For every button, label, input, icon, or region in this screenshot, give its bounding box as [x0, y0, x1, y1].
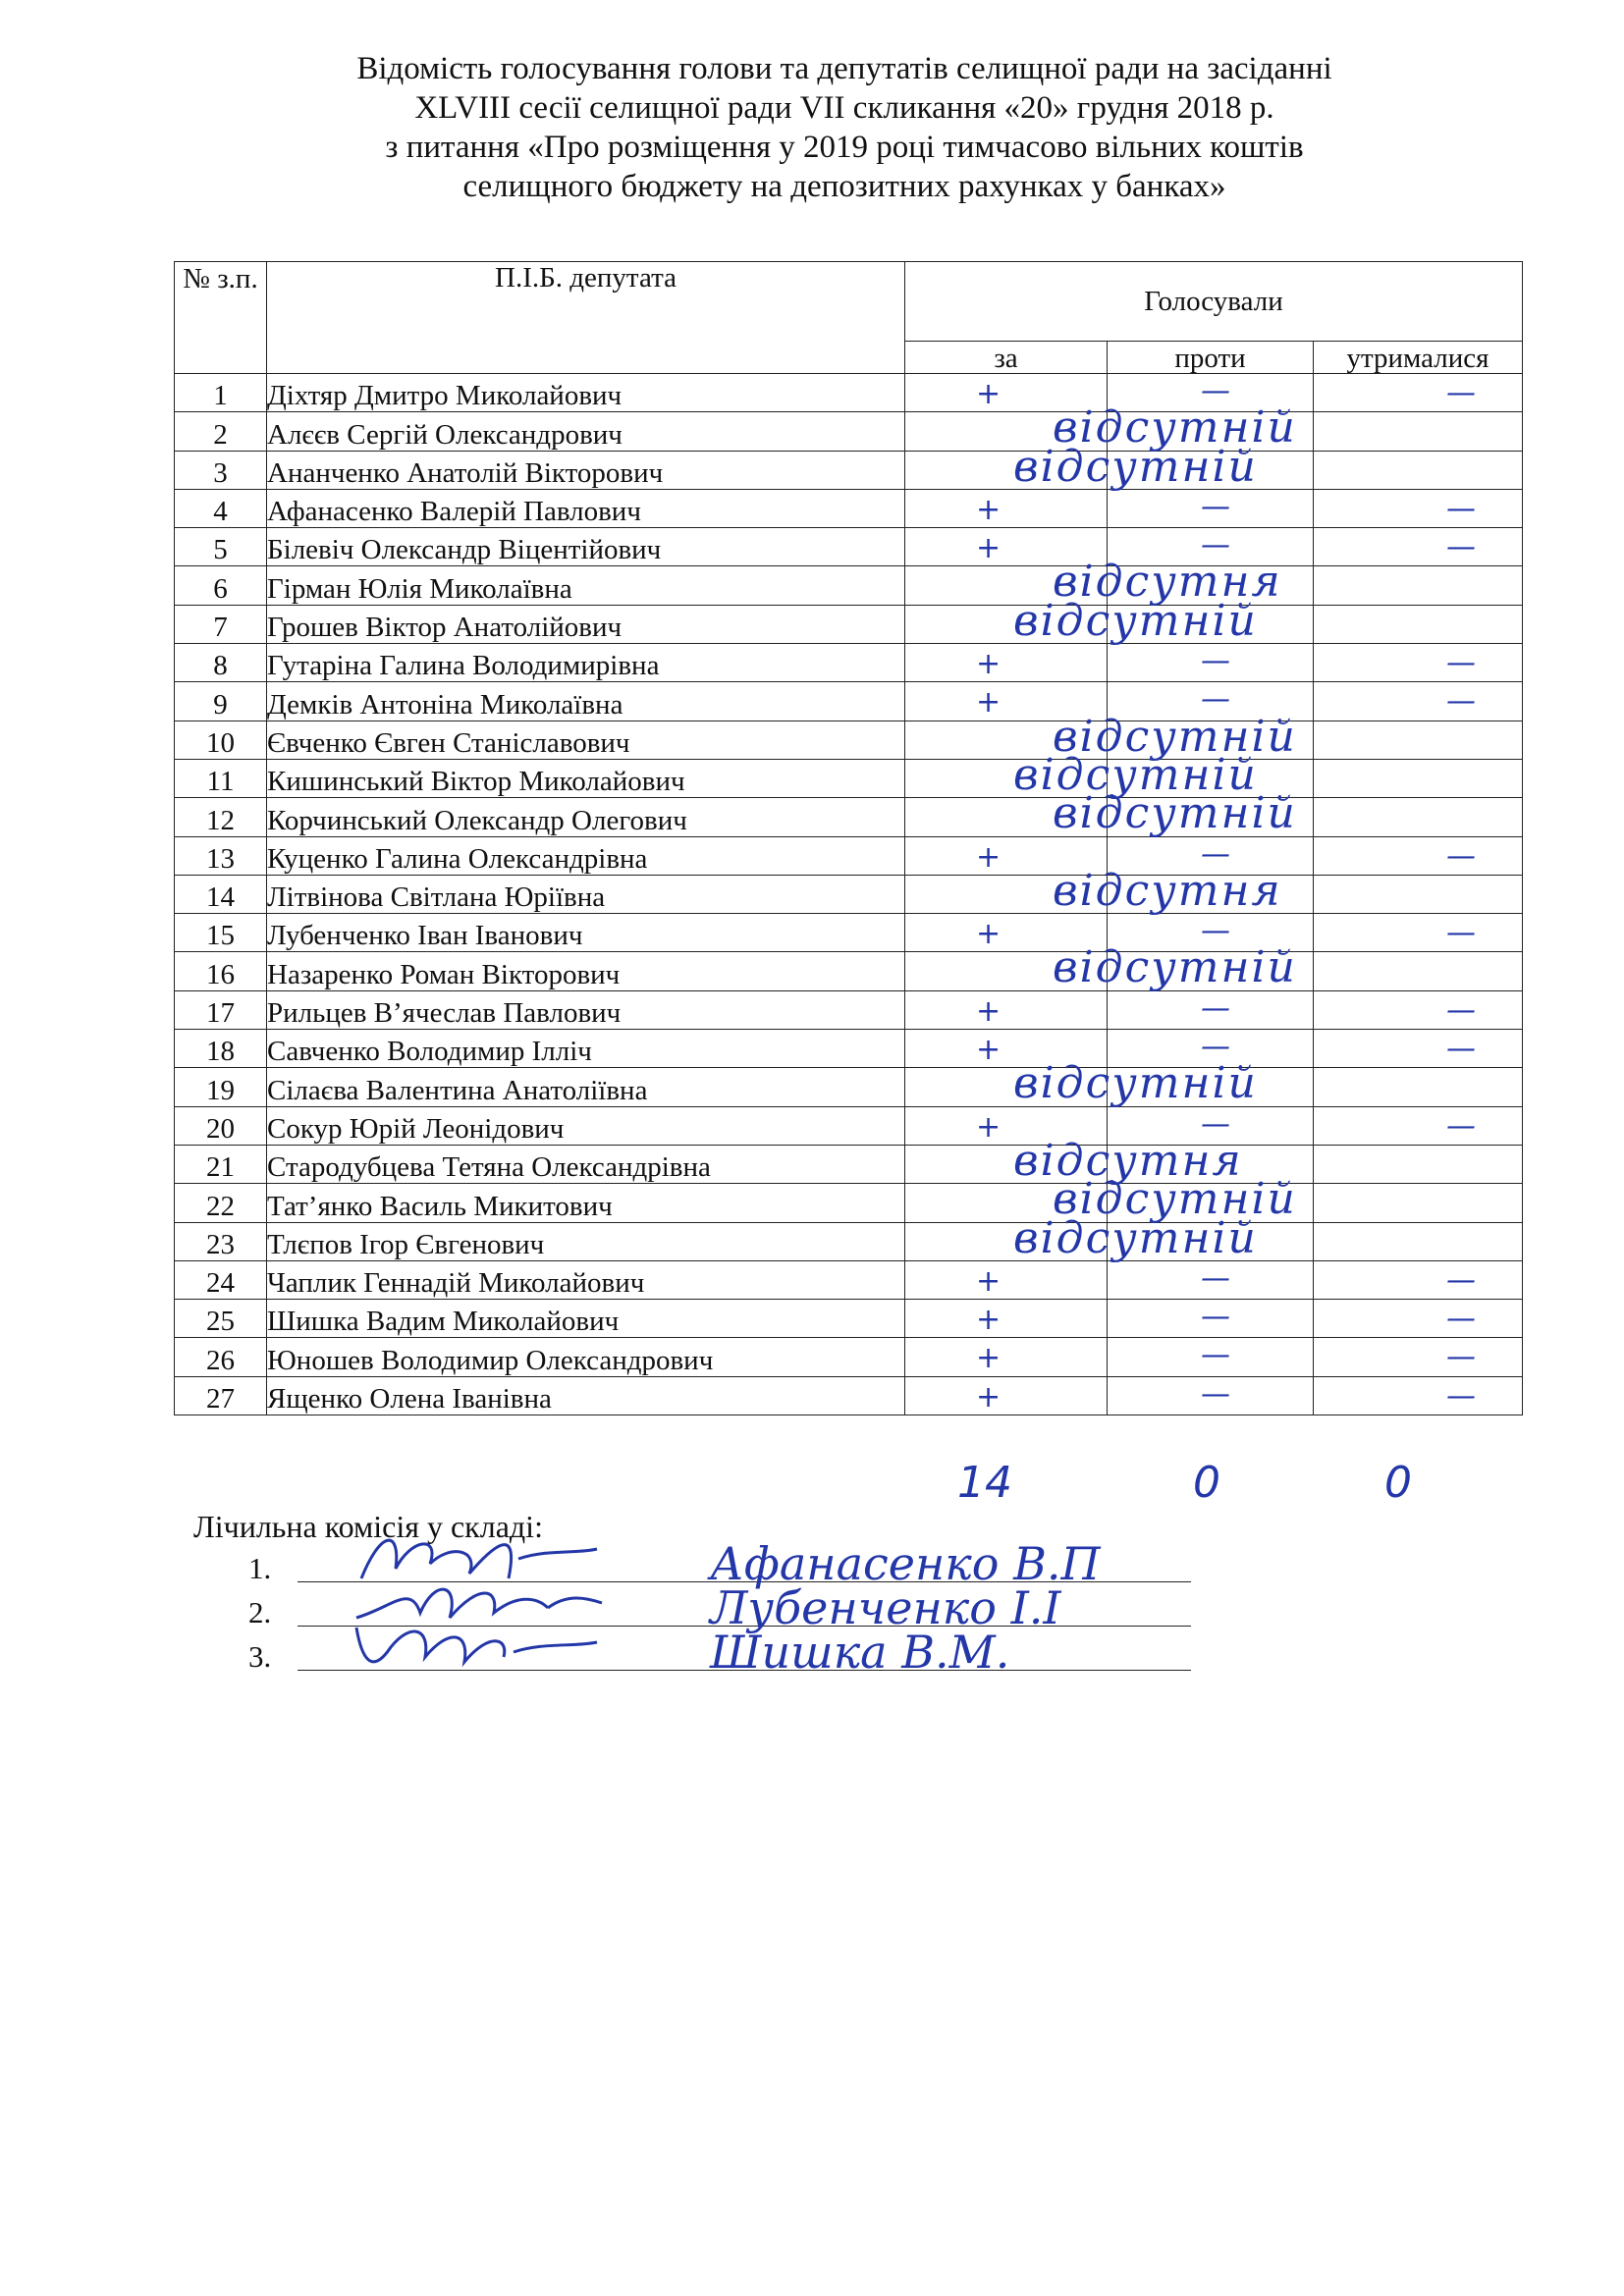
row-number: 22 [175, 1184, 267, 1222]
row-number: 7 [175, 605, 267, 643]
vote-abstained-cell [1314, 1184, 1523, 1222]
row-number: 19 [175, 1068, 267, 1106]
total-abstained: 0 [1384, 1458, 1412, 1508]
vote-abstained-mark: — [1446, 376, 1476, 410]
row-number: 17 [175, 990, 267, 1029]
vote-for-mark: + [976, 839, 1001, 875]
table-row [175, 952, 1523, 990]
vote-for-mark: + [976, 1033, 1001, 1068]
row-number: 13 [175, 836, 267, 875]
vote-against-cell [1108, 952, 1314, 990]
vote-abstained-cell [1314, 605, 1523, 643]
vote-for-cell [905, 595, 1258, 646]
vote-against-cell [1108, 990, 1314, 1029]
title-line: з питання «Про розміщення у 2019 році тимчасово вільних коштів [385, 130, 1304, 165]
deputy-name: Білевіч Олександр Віцентійович [267, 528, 905, 566]
deputy-name: Демків Антоніна Миколаївна [267, 682, 905, 721]
deputy-name: Алєєв Сергій Олександрович [267, 412, 905, 451]
vote-against-mark: — [1201, 1376, 1230, 1412]
vote-abstained-cell [1314, 451, 1523, 489]
vote-against-cell [1108, 489, 1314, 527]
vote-against-mark: — [1201, 489, 1230, 524]
vote-for-cell [905, 644, 1108, 682]
deputy-name: Савченко Володимир Ілліч [267, 1030, 905, 1068]
deputy-name: Гутаріна Галина Володимирівна [267, 644, 905, 682]
deputy-name: Корчинський Олександр Олегович [267, 798, 905, 836]
total-for: 14 [957, 1458, 1012, 1508]
title-line: XLVIII сесії селищної ради VII скликання «20» грудня 2018 р. [414, 90, 1274, 126]
vote-for-cell [905, 441, 1258, 492]
vote-for-cell [905, 1300, 1108, 1338]
row-number: 15 [175, 914, 267, 952]
member-number: 2. [248, 1595, 272, 1629]
table-row [175, 1260, 1523, 1299]
vote-against-cell [1108, 1300, 1314, 1338]
absent-note: відсутня [1053, 557, 1282, 608]
vote-against-mark: — [1201, 1106, 1230, 1142]
vote-for-cell [905, 990, 1108, 1029]
deputy-name: Євченко Євген Станіславович [267, 721, 905, 759]
vote-against-cell [1108, 798, 1314, 836]
deputy-name: Лубенченко Іван Іванович [267, 914, 905, 952]
vote-for-cell [905, 1212, 1258, 1263]
vote-for-mark: + [976, 647, 1001, 682]
table-row [175, 644, 1523, 682]
absent-note: відсутній [1053, 402, 1297, 454]
table-row [175, 489, 1523, 527]
vote-for-cell [905, 1058, 1258, 1109]
vote-abstained-mark: — [1446, 1032, 1476, 1067]
row-number: 9 [175, 682, 267, 721]
row-number: 18 [175, 1030, 267, 1068]
deputy-name: Тат’янко Василь Микитович [267, 1184, 905, 1222]
table-row [175, 1184, 1523, 1222]
absent-note: відсутній [1013, 595, 1258, 646]
header-abstained: утрималися [1314, 342, 1523, 374]
deputy-name: Юношев Володимир Олександрович [267, 1338, 905, 1376]
vote-abstained-mark: — [1446, 1340, 1476, 1375]
vote-against-cell [1108, 1222, 1314, 1260]
row-number: 26 [175, 1338, 267, 1376]
signature-icon [352, 1608, 607, 1677]
vote-abstained-cell [1314, 952, 1523, 990]
deputy-name: Тлєпов Ігор Євгенович [267, 1222, 905, 1260]
vote-for-mark: + [976, 1379, 1001, 1415]
vote-for-mark: + [976, 1341, 1001, 1376]
absent-note: відсутній [1013, 1058, 1258, 1109]
vote-for-mark: + [976, 993, 1001, 1029]
deputy-name: Ященко Олена Іванівна [267, 1376, 905, 1415]
header-name: П.І.Б. депутата [267, 262, 905, 374]
header-against: проти [1108, 342, 1314, 374]
absent-note: відсутній [1053, 788, 1297, 839]
member-number: 3. [248, 1639, 272, 1674]
absent-note: відсутній [1053, 942, 1297, 993]
vote-against-cell [1108, 644, 1314, 682]
vote-for-cell [905, 865, 1282, 916]
vote-abstained-cell [1314, 990, 1523, 1029]
vote-against-mark: — [1201, 836, 1230, 872]
vote-abstained-cell [1314, 914, 1523, 952]
row-number: 2 [175, 412, 267, 451]
voting-table [174, 261, 1523, 1415]
row-number: 14 [175, 875, 267, 913]
vote-against-cell [1108, 1068, 1314, 1106]
row-number: 24 [175, 1260, 267, 1299]
vote-against-mark: — [1201, 1338, 1230, 1373]
member-number: 1. [248, 1551, 272, 1585]
vote-abstained-cell [1314, 798, 1523, 836]
vote-abstained-cell [1314, 1106, 1523, 1145]
vote-against-mark: — [1201, 990, 1230, 1026]
vote-abstained-mark: — [1446, 916, 1476, 951]
vote-abstained-mark: — [1446, 646, 1476, 681]
table-row [175, 1222, 1523, 1260]
vote-against-cell [1108, 1260, 1314, 1299]
vote-abstained-cell [1314, 1376, 1523, 1415]
deputy-name: Афанасенко Валерій Павлович [267, 489, 905, 527]
vote-abstained-mark: — [1446, 1262, 1476, 1298]
table-row [175, 566, 1523, 605]
vote-abstained-cell [1314, 875, 1523, 913]
header-voted: Голосували [905, 262, 1523, 342]
member-name: Афанасенко В.П [710, 1537, 1101, 1590]
absent-note: відсутня [1013, 1135, 1243, 1186]
row-number: 20 [175, 1106, 267, 1145]
table-row [175, 1068, 1523, 1106]
table-row [175, 914, 1523, 952]
deputy-name: Стародубцева Тетяна Олександрівна [267, 1145, 905, 1183]
vote-for-cell [905, 1338, 1108, 1376]
vote-for-mark: + [976, 685, 1001, 721]
vote-against-cell [1108, 451, 1314, 489]
vote-for-mark: + [976, 377, 1001, 411]
vote-for-cell [905, 1260, 1108, 1299]
table-row [175, 1376, 1523, 1415]
deputy-name: Діхтяр Дмитро Миколайович [267, 374, 905, 412]
row-number: 11 [175, 759, 267, 797]
vote-abstained-mark: — [1446, 530, 1476, 565]
deputy-name: Рильцев В’ячеслав Павлович [267, 990, 905, 1029]
vote-abstained-cell [1314, 759, 1523, 797]
vote-against-mark: — [1201, 914, 1230, 949]
vote-against-mark: — [1201, 1300, 1230, 1335]
absent-note: відсутній [1053, 711, 1297, 762]
table-row [175, 759, 1523, 797]
commission-member [248, 1626, 1191, 1679]
deputy-name: Шишка Вадим Миколайович [267, 1300, 905, 1338]
document-title [157, 49, 1532, 206]
vote-abstained-cell [1314, 412, 1523, 451]
row-number: 3 [175, 451, 267, 489]
vote-abstained-cell [1314, 836, 1523, 875]
deputy-name: Грошев Віктор Анатолійович [267, 605, 905, 643]
vote-against-cell [1108, 605, 1314, 643]
title-line: селищного бюджету на депозитних рахунках у банках» [462, 169, 1226, 204]
deputy-name: Літвінова Світлана Юріївна [267, 875, 905, 913]
vote-for-mark: + [976, 531, 1001, 566]
deputy-name: Куценко Галина Олександрівна [267, 836, 905, 875]
vote-against-mark: — [1201, 374, 1230, 408]
vote-abstained-mark: — [1446, 838, 1476, 874]
vote-abstained-cell [1314, 1145, 1523, 1183]
deputy-name: Ананченко Анатолій Вікторович [267, 451, 905, 489]
row-number: 4 [175, 489, 267, 527]
vote-against-cell [1108, 1376, 1314, 1415]
row-number: 12 [175, 798, 267, 836]
deputy-name: Сокур Юрій Леонідович [267, 1106, 905, 1145]
vote-for-cell [905, 489, 1108, 527]
absent-note: відсутній [1053, 1174, 1297, 1225]
total-against: 0 [1193, 1458, 1220, 1508]
vote-against-mark: — [1201, 682, 1230, 718]
vote-against-cell [1108, 875, 1314, 913]
table-row [175, 798, 1523, 836]
row-number: 25 [175, 1300, 267, 1338]
row-number: 27 [175, 1376, 267, 1415]
table-row [175, 374, 1523, 412]
row-number: 8 [175, 644, 267, 682]
vote-against-cell [1108, 1338, 1314, 1376]
header-for: за [905, 342, 1108, 374]
vote-abstained-mark: — [1446, 491, 1476, 526]
vote-abstained-cell [1314, 374, 1523, 412]
vote-for-mark: + [976, 1303, 1001, 1338]
vote-abstained-cell [1314, 566, 1523, 605]
vote-against-mark: — [1201, 528, 1230, 563]
table-row [175, 721, 1523, 759]
absent-note: відсутній [1013, 441, 1258, 492]
table-row [175, 1030, 1523, 1068]
absent-note: відсутній [1013, 1212, 1258, 1263]
deputy-name: Назаренко Роман Вікторович [267, 952, 905, 990]
vote-for-cell [905, 788, 1297, 839]
vote-abstained-cell [1314, 644, 1523, 682]
vote-abstained-mark: — [1446, 1108, 1476, 1144]
table-row [175, 1300, 1523, 1338]
vote-abstained-cell [1314, 721, 1523, 759]
row-number: 16 [175, 952, 267, 990]
table-row [175, 528, 1523, 566]
table-row [175, 990, 1523, 1029]
vote-for-mark: + [976, 1263, 1001, 1299]
vote-against-mark: — [1201, 1030, 1230, 1065]
vote-abstained-cell [1314, 682, 1523, 721]
vote-for-cell [905, 1376, 1108, 1415]
vote-abstained-cell [1314, 1338, 1523, 1376]
table-row [175, 412, 1523, 451]
title-line: Відомість голосування голови та депутатів селищної ради на засіданні [356, 51, 1332, 86]
vote-abstained-cell [1314, 489, 1523, 527]
vote-abstained-cell [1314, 1300, 1523, 1338]
vote-abstained-cell [1314, 1260, 1523, 1299]
vote-abstained-mark: — [1446, 992, 1476, 1028]
row-number: 1 [175, 374, 267, 412]
row-number: 21 [175, 1145, 267, 1183]
deputy-name: Гірман Юлія Миколаївна [267, 566, 905, 605]
row-number: 5 [175, 528, 267, 566]
vote-for-mark: + [976, 917, 1001, 952]
deputy-name: Кишинський Віктор Миколайович [267, 759, 905, 797]
vote-against-mark: — [1201, 644, 1230, 679]
row-number: 6 [175, 566, 267, 605]
vote-for-mark: + [976, 1109, 1001, 1145]
vote-abstained-cell [1314, 1222, 1523, 1260]
deputy-name: Чаплик Геннадій Миколайович [267, 1260, 905, 1299]
deputy-name: Сілаєва Валентина Анатоліївна [267, 1068, 905, 1106]
vote-for-cell [905, 942, 1297, 993]
vote-abstained-mark: — [1446, 1378, 1476, 1414]
vote-for-mark: + [976, 492, 1001, 527]
vote-abstained-cell [1314, 528, 1523, 566]
vote-against-mark: — [1201, 1260, 1230, 1296]
table-row [175, 605, 1523, 643]
absent-note: відсутня [1053, 865, 1282, 916]
table-row [175, 1145, 1523, 1183]
table-row [175, 451, 1523, 489]
row-number: 10 [175, 721, 267, 759]
table-row [175, 836, 1523, 875]
member-name: Шишка В.М. [710, 1626, 1010, 1679]
vote-abstained-mark: — [1446, 684, 1476, 720]
vote-abstained-mark: — [1446, 1302, 1476, 1337]
vote-abstained-cell [1314, 1068, 1523, 1106]
commission-label: Лічильна комісія у складі: [193, 1509, 543, 1544]
table-row [175, 1338, 1523, 1376]
header-number: № з.п. [175, 262, 267, 374]
table-row [175, 682, 1523, 721]
table-row [175, 875, 1523, 913]
member-name: Лубенченко І.І [710, 1581, 1061, 1634]
vote-abstained-cell [1314, 1030, 1523, 1068]
absent-note: відсутній [1013, 749, 1258, 800]
row-number: 23 [175, 1222, 267, 1260]
table-row [175, 1106, 1523, 1145]
